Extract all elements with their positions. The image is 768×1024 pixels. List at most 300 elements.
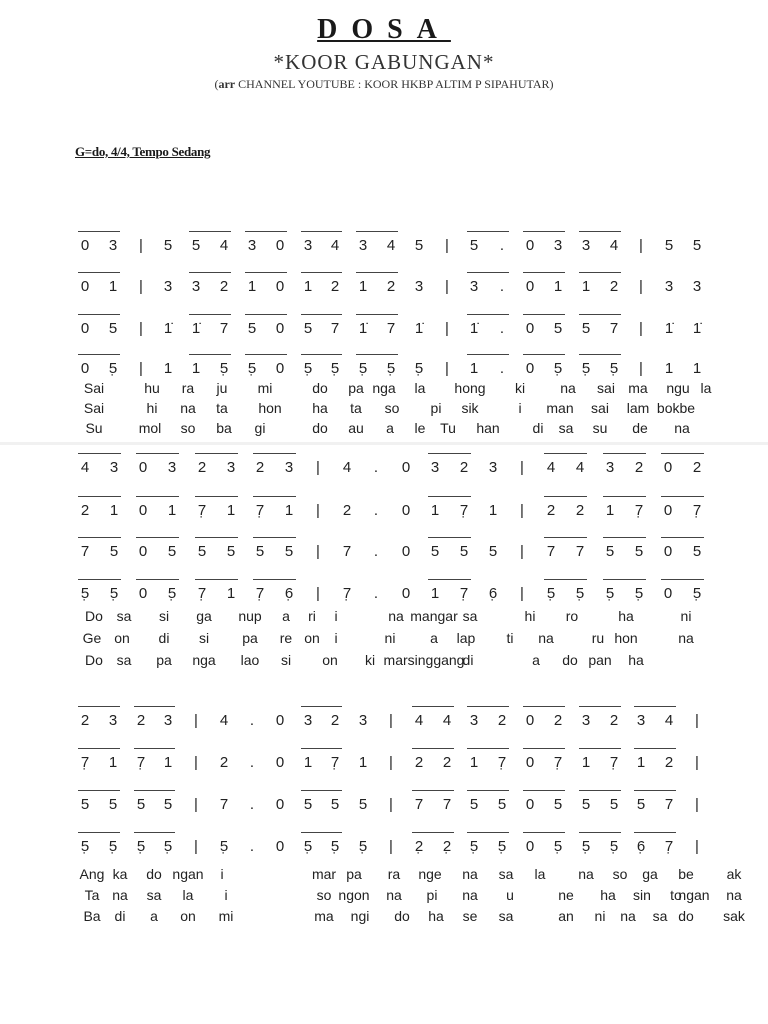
lyric-syllable: on	[304, 630, 320, 646]
lyric-syllable: Ang	[79, 866, 105, 882]
beam-line	[428, 537, 471, 538]
note: 4	[546, 459, 556, 476]
note: 2	[136, 712, 146, 729]
note: 3	[605, 459, 615, 476]
note: 2	[197, 459, 207, 476]
note: 5̣	[575, 585, 585, 602]
note: 0	[525, 237, 535, 254]
beam-line	[603, 537, 646, 538]
note: 5̣	[303, 838, 313, 855]
beam-line	[467, 748, 509, 749]
lyric-syllable: ngu	[666, 380, 690, 396]
lyric-syllable: se	[462, 908, 478, 924]
notation-row	[0, 237, 768, 263]
beam-line	[467, 706, 509, 707]
note: 5̣	[634, 585, 644, 602]
note: 1	[226, 585, 236, 602]
note: 2	[219, 754, 229, 771]
sustain-dot: .	[499, 360, 505, 377]
lyric-syllable: lam	[626, 400, 650, 416]
lyric-syllable: ha	[628, 652, 644, 668]
beam-line	[579, 832, 621, 833]
bar-line: |	[194, 712, 198, 729]
lyric-syllable: ka	[112, 866, 128, 882]
lyric-syllable: Ge	[82, 630, 102, 646]
note: 5	[469, 796, 479, 813]
note: 5	[459, 543, 469, 560]
beam-line	[467, 790, 509, 791]
note: 5	[247, 320, 257, 337]
beam-line	[78, 832, 120, 833]
lyric-syllable: i	[518, 400, 522, 416]
lyric-syllable: au	[348, 420, 364, 436]
beam-line	[134, 832, 175, 833]
note: 1	[303, 754, 313, 771]
lyric-syllable: marsinggang	[383, 652, 465, 668]
note: 4	[609, 237, 619, 254]
note: 5	[303, 320, 313, 337]
notation-row	[0, 712, 768, 738]
note: 5	[609, 796, 619, 813]
note: 5̣	[109, 585, 119, 602]
lyric-syllable: ngan	[678, 887, 710, 903]
lyric-syllable: Sai	[83, 400, 105, 416]
note: 0	[275, 237, 285, 254]
lyric-syllable: so	[180, 420, 196, 436]
note: 0	[663, 459, 673, 476]
note: 2	[386, 278, 396, 295]
beam-line	[245, 272, 287, 273]
lyric-syllable: na	[386, 887, 402, 903]
note: 5	[163, 796, 173, 813]
lyric-syllable: sa	[146, 887, 162, 903]
note: 0	[663, 543, 673, 560]
note: 2	[546, 502, 556, 519]
note: 0	[401, 543, 411, 560]
lyric-syllable: la	[700, 380, 712, 396]
lyric-syllable: ha	[312, 400, 328, 416]
note: 5̣	[108, 838, 118, 855]
note: 3	[191, 278, 201, 295]
note: 2̣	[442, 838, 452, 855]
beam-line	[78, 790, 120, 791]
lyric-syllable: ta	[216, 400, 228, 416]
beam-line	[78, 496, 121, 497]
beam-line	[523, 832, 565, 833]
lyric-syllable: ni	[384, 630, 396, 646]
lyric-syllable: a	[282, 608, 290, 624]
lyric-syllable: Tu	[440, 420, 456, 436]
sustain-dot: .	[499, 278, 505, 295]
note: 7	[609, 320, 619, 337]
note: 2	[609, 278, 619, 295]
note: 5	[80, 796, 90, 813]
lyric-syllable: pi	[426, 887, 438, 903]
lyric-syllable: ri	[308, 608, 316, 624]
beam-line	[661, 496, 704, 497]
beam-line	[544, 579, 587, 580]
note: 1̇	[358, 320, 368, 337]
note: 5	[284, 543, 294, 560]
lyric-syllable: ma	[628, 380, 648, 396]
note: 1	[581, 754, 591, 771]
note: 5̣	[247, 360, 257, 377]
note: 1̇	[692, 320, 702, 337]
lyric-syllable: hi	[146, 400, 158, 416]
beam-line	[301, 790, 342, 791]
beam-line	[301, 314, 342, 315]
bar-line: |	[139, 360, 143, 377]
bar-line: |	[445, 320, 449, 337]
lyric-syllable: bokbe	[656, 400, 696, 416]
note: 2	[609, 712, 619, 729]
lyric-syllable: hu	[144, 380, 160, 396]
note: 3	[553, 237, 563, 254]
lyric-row	[0, 887, 768, 905]
note: 7	[386, 320, 396, 337]
lyric-syllable: ru	[591, 630, 605, 646]
bar-line: |	[520, 543, 524, 560]
note: 3	[358, 712, 368, 729]
note: 3	[430, 459, 440, 476]
note: 1	[226, 502, 236, 519]
note: 1̇	[414, 320, 424, 337]
lyric-syllable: do	[394, 908, 410, 924]
note: 5	[108, 320, 118, 337]
beam-line	[78, 579, 121, 580]
note: 4	[442, 712, 452, 729]
note: 0	[80, 237, 90, 254]
lyric-syllable: na	[578, 866, 594, 882]
beam-line	[195, 453, 238, 454]
note: 7̣	[197, 585, 207, 602]
note: 4	[330, 237, 340, 254]
bar-line: |	[194, 838, 198, 855]
note: 2	[692, 459, 702, 476]
lyric-syllable: sa	[498, 866, 514, 882]
lyric-syllable: le	[414, 420, 426, 436]
lyric-syllable: ne	[558, 887, 574, 903]
lyric-syllable: mangar	[410, 608, 458, 624]
note: 1	[108, 278, 118, 295]
lyric-syllable: pa	[346, 866, 362, 882]
note: 7̣	[553, 754, 563, 771]
note: 0	[138, 502, 148, 519]
lyric-syllable: ngan	[172, 866, 204, 882]
beam-line	[523, 354, 565, 355]
bar-line: |	[316, 502, 320, 519]
lyric-syllable: ba	[216, 420, 232, 436]
note: 7	[330, 320, 340, 337]
note: 4	[664, 712, 674, 729]
note: 0	[525, 712, 535, 729]
notation-row	[0, 459, 768, 485]
bar-line: |	[695, 796, 699, 813]
lyric-syllable: lao	[240, 652, 260, 668]
lyric-syllable: na	[560, 380, 576, 396]
note: 5̣	[108, 360, 118, 377]
sustain-dot: .	[373, 585, 379, 602]
note: 1	[247, 278, 257, 295]
lyric-row	[0, 630, 768, 648]
lyric-row	[0, 608, 768, 626]
note: 5	[581, 320, 591, 337]
beam-line	[301, 272, 342, 273]
bar-line: |	[389, 712, 393, 729]
note: 5̣	[497, 838, 507, 855]
lyric-syllable: be	[678, 866, 694, 882]
note: 0	[663, 585, 673, 602]
beam-line	[412, 706, 454, 707]
lyric-syllable: su	[592, 420, 608, 436]
lyric-syllable: na	[462, 866, 478, 882]
note: 5̣	[581, 360, 591, 377]
note: 0	[401, 585, 411, 602]
sustain-dot: .	[249, 796, 255, 813]
beam-line	[78, 706, 120, 707]
lyric-row	[0, 380, 768, 398]
arranger-credit: (arr CHANNEL YOUTUBE : KOOR HKBP ALTIM P SIPAHUTAR)	[214, 77, 554, 91]
beam-line	[603, 496, 646, 497]
note: 7	[575, 543, 585, 560]
note: 7̣	[255, 502, 265, 519]
beam-line	[467, 314, 509, 315]
beam-line	[78, 231, 120, 232]
lyric-row	[0, 652, 768, 670]
lyric-syllable: si	[280, 652, 292, 668]
beam-line	[195, 579, 238, 580]
lyric-syllable: ni	[680, 608, 692, 624]
lyric-syllable: ngi	[350, 908, 370, 924]
note: 1̇	[469, 320, 479, 337]
notation-row	[0, 796, 768, 822]
song-subtitle: *KOOR GABUNGAN*	[273, 50, 495, 74]
beam-line	[356, 354, 398, 355]
note: 1	[430, 585, 440, 602]
beam-line	[253, 453, 296, 454]
note: 5̣	[609, 838, 619, 855]
note: 2	[219, 278, 229, 295]
lyric-syllable: sa	[116, 608, 132, 624]
bar-line: |	[389, 754, 393, 771]
beam-line	[189, 272, 231, 273]
lyric-syllable: ngon	[338, 887, 370, 903]
note: 5	[664, 237, 674, 254]
note: 2	[80, 502, 90, 519]
lyric-syllable: la	[534, 866, 546, 882]
note: 2	[80, 712, 90, 729]
beam-line	[428, 453, 471, 454]
note: 1	[108, 754, 118, 771]
beam-line	[603, 453, 646, 454]
beam-line	[253, 537, 296, 538]
lyric-syllable: do	[146, 866, 162, 882]
beam-line	[356, 314, 398, 315]
note: 5	[581, 796, 591, 813]
beam-line	[412, 790, 454, 791]
beam-line	[579, 706, 621, 707]
note: 3	[167, 459, 177, 476]
note: 1	[605, 502, 615, 519]
beam-line	[634, 706, 676, 707]
bar-line: |	[520, 585, 524, 602]
lyric-syllable: a	[150, 908, 158, 924]
note: 7̣	[634, 502, 644, 519]
note: 5̣	[163, 838, 173, 855]
lyric-syllable: u	[506, 887, 514, 903]
note: 0	[275, 796, 285, 813]
note: 3	[581, 237, 591, 254]
note: 5	[191, 237, 201, 254]
lyric-syllable: Ba	[83, 908, 101, 924]
lyric-syllable: re	[279, 630, 293, 646]
note: 2	[634, 459, 644, 476]
note: 1	[303, 278, 313, 295]
note: 1	[358, 278, 368, 295]
beam-line	[301, 231, 342, 232]
lyric-syllable: de	[632, 420, 648, 436]
bar-line: |	[520, 502, 524, 519]
note: 1	[163, 360, 173, 377]
note: 0	[80, 360, 90, 377]
note: 7	[80, 543, 90, 560]
beam-line	[189, 231, 231, 232]
lyric-syllable: pi	[430, 400, 442, 416]
beam-line	[245, 354, 287, 355]
note: 3	[226, 459, 236, 476]
beam-line	[245, 231, 287, 232]
note: 2̣	[414, 838, 424, 855]
note: 7̣	[330, 754, 340, 771]
note: 0	[275, 754, 285, 771]
note: 4	[80, 459, 90, 476]
sustain-dot: .	[249, 712, 255, 729]
lyric-syllable: ha	[618, 608, 634, 624]
lyric-syllable: do	[562, 652, 578, 668]
bar-line: |	[445, 237, 449, 254]
note: 5	[430, 543, 440, 560]
lyric-row	[0, 908, 768, 926]
note: 2	[330, 712, 340, 729]
note: 0	[80, 320, 90, 337]
beam-line	[634, 748, 676, 749]
note: 3	[109, 459, 119, 476]
beam-line	[579, 314, 621, 315]
lyric-syllable: di	[114, 908, 126, 924]
lyric-syllable: pan	[588, 652, 612, 668]
note: 5̣	[386, 360, 396, 377]
note: 5̣	[330, 360, 340, 377]
note: 1	[469, 754, 479, 771]
note: 5̣	[414, 360, 424, 377]
note: 0	[275, 712, 285, 729]
note: 1	[469, 360, 479, 377]
beam-line	[523, 706, 565, 707]
note: 5̣	[581, 838, 591, 855]
beam-line	[579, 272, 621, 273]
note: 3	[414, 278, 424, 295]
lyric-syllable: hon	[258, 400, 282, 416]
lyric-syllable: pa	[156, 652, 172, 668]
note: 0	[138, 585, 148, 602]
note: 3	[108, 712, 118, 729]
beam-line	[523, 272, 565, 273]
lyric-syllable: ak	[726, 866, 742, 882]
lyric-syllable: sa	[498, 908, 514, 924]
lyric-syllable: na	[620, 908, 636, 924]
note: 5̣	[219, 360, 229, 377]
note: 3	[247, 237, 257, 254]
note: 5	[303, 796, 313, 813]
note: 5	[692, 543, 702, 560]
beam-line	[428, 579, 471, 580]
lyric-syllable: a	[430, 630, 438, 646]
notation-row	[0, 320, 768, 346]
note: 0	[525, 320, 535, 337]
note: 4	[414, 712, 424, 729]
note: 7̣	[342, 585, 352, 602]
lyric-syllable: so	[612, 866, 628, 882]
note: 5̣	[167, 585, 177, 602]
notation-row	[0, 278, 768, 304]
beam-line	[579, 354, 621, 355]
note: 0	[138, 459, 148, 476]
lyric-syllable: nga	[192, 652, 216, 668]
note: 6̣	[636, 838, 646, 855]
lyric-syllable: i	[220, 866, 224, 882]
lyric-syllable: mar	[311, 866, 337, 882]
beam-line	[189, 354, 231, 355]
lyric-syllable: hi	[524, 608, 536, 624]
beam-line	[189, 314, 231, 315]
beam-line	[428, 496, 471, 497]
beam-line	[523, 790, 565, 791]
bar-line: |	[139, 278, 143, 295]
note: 0	[401, 459, 411, 476]
lyric-syllable: do	[312, 380, 328, 396]
beam-line	[523, 748, 565, 749]
note: 3	[358, 237, 368, 254]
lyric-syllable: la	[414, 380, 426, 396]
notation-row	[0, 754, 768, 780]
note: 1̇	[664, 320, 674, 337]
lyric-syllable: i	[334, 608, 338, 624]
note: 5	[605, 543, 615, 560]
bar-line: |	[695, 838, 699, 855]
note: 7̣	[255, 585, 265, 602]
bar-line: |	[695, 754, 699, 771]
lyric-syllable: Do	[85, 608, 103, 624]
lyric-syllable: on	[180, 908, 196, 924]
lyric-syllable: pa	[242, 630, 258, 646]
lyric-syllable: an	[558, 908, 574, 924]
bar-line: |	[639, 320, 643, 337]
note: 5̣	[553, 360, 563, 377]
note: 3	[692, 278, 702, 295]
note: 4	[386, 237, 396, 254]
beam-line	[78, 453, 121, 454]
lyric-syllable: i	[334, 630, 338, 646]
note: 7̣	[459, 502, 469, 519]
note: 3	[303, 237, 313, 254]
credit-text: CHANNEL YOUTUBE : KOOR HKBP ALTIM P SIPAHUTAR	[238, 77, 550, 91]
beam-line	[579, 790, 621, 791]
beam-line	[467, 272, 509, 273]
note: 5̣	[219, 838, 229, 855]
note: 7̣	[664, 838, 674, 855]
lyric-syllable: mol	[138, 420, 162, 436]
note: 0	[525, 278, 535, 295]
